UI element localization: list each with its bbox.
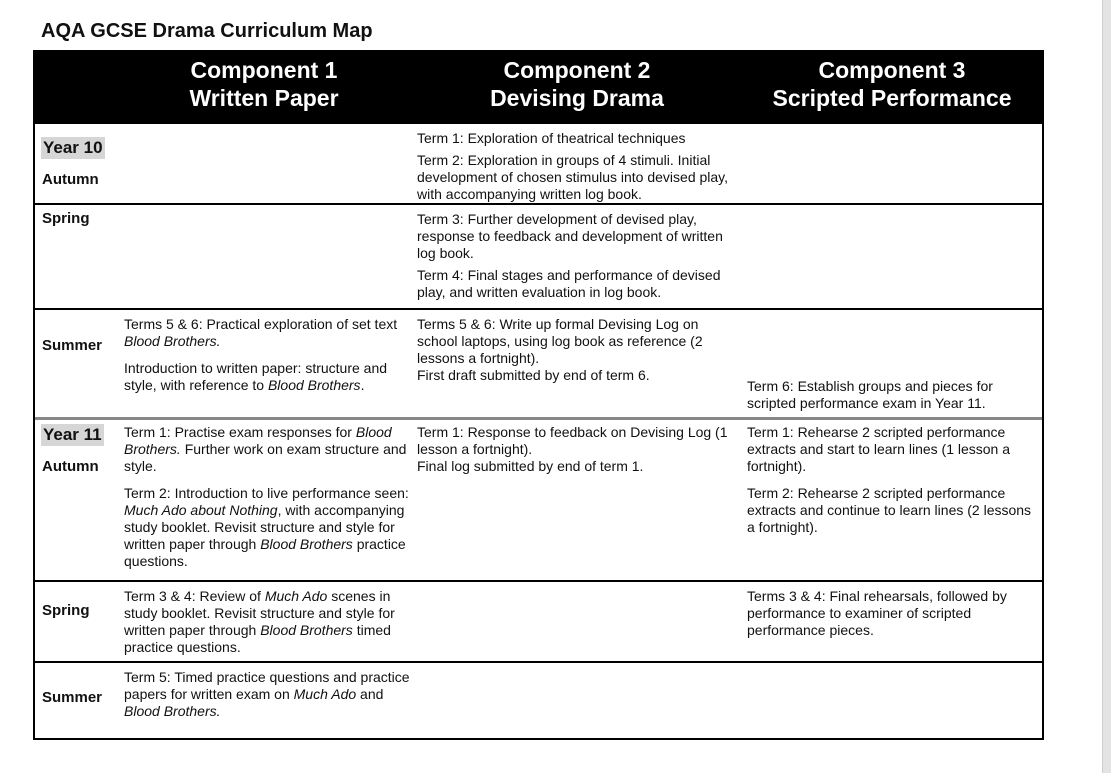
term-entry: Term 2: Exploration in groups of 4 stimuli. Initial development of chosen stimulus into devised play, with accompanying written log book. bbox=[417, 152, 729, 202]
y10-summer-component-1 bbox=[124, 316, 414, 394]
season-label: Spring bbox=[42, 210, 90, 227]
row-year10-spring bbox=[35, 205, 1042, 310]
header-component-1 bbox=[124, 56, 404, 112]
row-year11-autumn bbox=[35, 420, 1042, 582]
term-entry: Terms 5 & 6: Write up formal Devising Log on school laptops, using log book as reference (2 lessons a fortnight). bbox=[417, 316, 703, 366]
header-component-1-subtitle: Written Paper bbox=[189, 85, 339, 111]
term-entry: Term 6: Establish groups and pieces for scripted performance exam in Year 11. bbox=[747, 378, 993, 411]
header-component-2 bbox=[417, 56, 737, 112]
season-label: Autumn bbox=[42, 171, 99, 188]
y11-spring-component-3 bbox=[747, 588, 1037, 639]
term-entry: Term 1: Practise exam responses for Blood Brothers. Further work on exam structure and style. bbox=[124, 424, 407, 474]
row-year11-summer bbox=[35, 663, 1042, 738]
header-component-1-title: Component 1 bbox=[190, 57, 338, 83]
season-label: Summer bbox=[42, 337, 103, 354]
y11-summer-component-1 bbox=[124, 669, 414, 720]
season-label: Summer bbox=[42, 689, 103, 706]
term-entry: Term 3 & 4: Review of Much Ado scenes in study booklet. Revisit structure and style for written paper through Blood Brothers timed practice questions. bbox=[124, 588, 395, 655]
year-10-label: Year 10 bbox=[43, 138, 103, 157]
year-11-label: Year 11 bbox=[43, 425, 102, 444]
curriculum-table bbox=[33, 50, 1044, 740]
term-entry: Term 1: Response to feedback on Devising Log (1 lesson a fortnight). bbox=[417, 424, 728, 457]
term-entry: Term 2: Introduction to live performance seen: Much Ado about Nothing, with accompanying study booklet. Revisit structure and style for written paper through Blood Brothers practice questions. bbox=[124, 485, 409, 569]
term-entry: Term 2: Rehearse 2 scripted performance extracts and continue to learn lines (2 lessons a fortnight). bbox=[747, 485, 1032, 535]
header-component-3 bbox=[747, 56, 1037, 112]
season-label: Autumn bbox=[42, 458, 99, 475]
term-entry: Terms 5 & 6: Practical exploration of set text Blood Brothers. bbox=[124, 316, 398, 349]
y10-summer-component-2 bbox=[417, 316, 737, 384]
term-entry: First draft submitted by end of term 6. bbox=[417, 367, 650, 383]
y10-autumn-component-2 bbox=[417, 130, 737, 203]
term-entry: Introduction to written paper: structure and style, with reference to Blood Brothers. bbox=[124, 360, 388, 393]
y11-spring-component-1 bbox=[124, 588, 414, 656]
table-header bbox=[35, 52, 1042, 124]
term-entry: Term 5: Timed practice questions and practice papers for written exam on Much Ado and Blood Brothers. bbox=[124, 669, 410, 719]
term-entry: Term 3: Further development of devised play, response to feedback and development of written log book. bbox=[417, 211, 723, 261]
y11-autumn-component-2 bbox=[417, 424, 737, 475]
row-year10-summer bbox=[35, 310, 1042, 420]
document-title: AQA GCSE Drama Curriculum Map bbox=[41, 20, 373, 42]
season-label: Spring bbox=[42, 602, 90, 619]
y11-autumn-component-1 bbox=[124, 424, 414, 570]
term-entry: Terms 3 & 4: Final rehearsals, followed by performance to examiner of scripted performance pieces. bbox=[747, 588, 1007, 638]
row-year11-spring bbox=[35, 582, 1042, 663]
header-component-2-title: Component 2 bbox=[503, 57, 651, 83]
y10-spring-component-2 bbox=[417, 211, 737, 301]
header-component-3-subtitle: Scripted Performance bbox=[772, 85, 1012, 111]
term-entry: Final log submitted by end of term 1. bbox=[417, 458, 644, 474]
term-entry: Term 4: Final stages and performance of devised play, and written evaluation in log book. bbox=[417, 267, 721, 300]
header-component-3-title: Component 3 bbox=[818, 57, 966, 83]
term-entry: Term 1: Exploration of theatrical techniques bbox=[417, 130, 686, 146]
row-year10-autumn bbox=[35, 124, 1042, 205]
page-edge bbox=[1102, 0, 1111, 773]
y10-summer-component-3 bbox=[747, 378, 1037, 412]
header-component-2-subtitle: Devising Drama bbox=[490, 85, 664, 111]
y11-autumn-component-3 bbox=[747, 424, 1037, 536]
term-entry: Term 1: Rehearse 2 scripted performance extracts and start to learn lines (1 lesson a fortnight). bbox=[747, 424, 1011, 474]
